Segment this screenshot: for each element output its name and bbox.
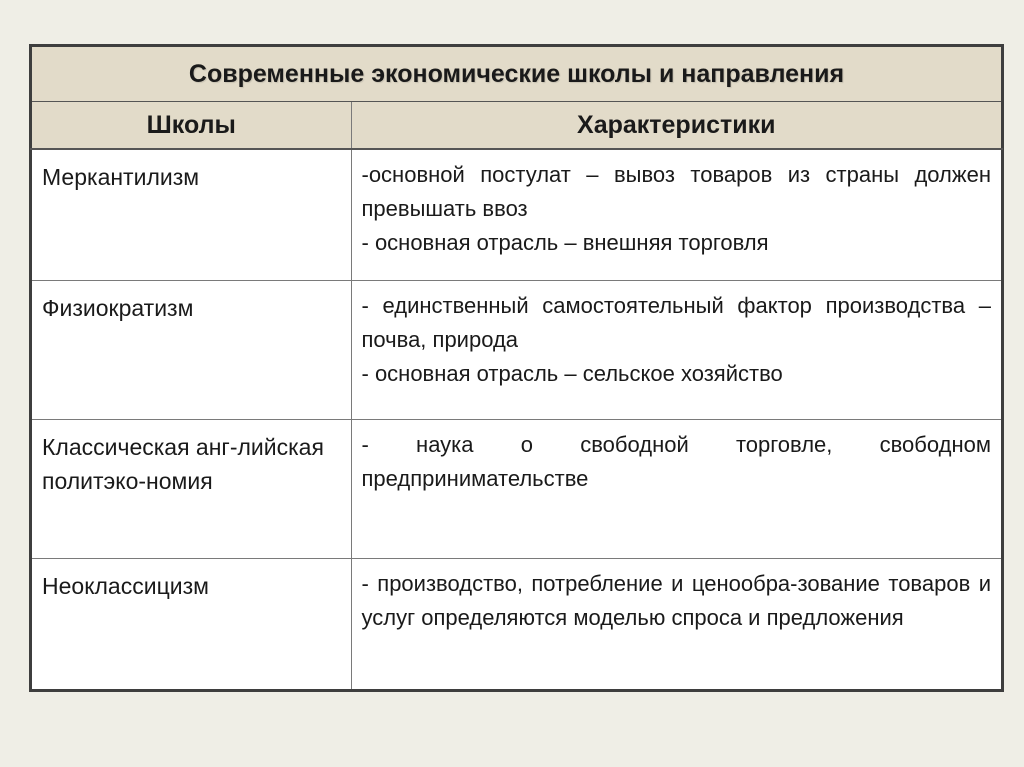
schools-table bbox=[30, 45, 1003, 691]
column-header-characteristics: Характеристики bbox=[351, 102, 1002, 150]
table-title-row bbox=[31, 46, 1002, 102]
school-description bbox=[351, 559, 1002, 691]
school-name: Классическая анг-лийская политэко-номия bbox=[31, 420, 351, 559]
school-name: Физиократизм bbox=[31, 281, 351, 420]
description-line: - основная отрасль – сельское хозяйство bbox=[361, 361, 783, 386]
table-row bbox=[31, 559, 1002, 691]
slide bbox=[30, 45, 1001, 691]
description-line: - наука о свободной торговле, свободном предпринимательстве bbox=[361, 432, 991, 491]
table-title: Современные экономические школы и направления bbox=[31, 46, 1002, 102]
description-line: - основная отрасль – внешняя торговля bbox=[361, 230, 769, 255]
description-line: -основной постулат – вывоз товаров из страны должен превышать ввоз bbox=[361, 162, 991, 221]
school-description bbox=[351, 149, 1002, 281]
table-row bbox=[31, 281, 1002, 420]
school-description bbox=[351, 281, 1002, 420]
table-header-row bbox=[31, 102, 1002, 150]
description-line: - производство, потребление и ценообра-зование товаров и услуг определяются моделью спроса и предложения bbox=[361, 571, 991, 630]
school-name: Неоклассицизм bbox=[31, 559, 351, 691]
table-row bbox=[31, 420, 1002, 559]
column-header-schools: Школы bbox=[31, 102, 351, 150]
description-line: - единственный самостоятельный фактор производства – почва, природа bbox=[361, 293, 991, 352]
school-name: Меркантилизм bbox=[31, 149, 351, 281]
school-description bbox=[351, 420, 1002, 559]
table-row bbox=[31, 149, 1002, 281]
